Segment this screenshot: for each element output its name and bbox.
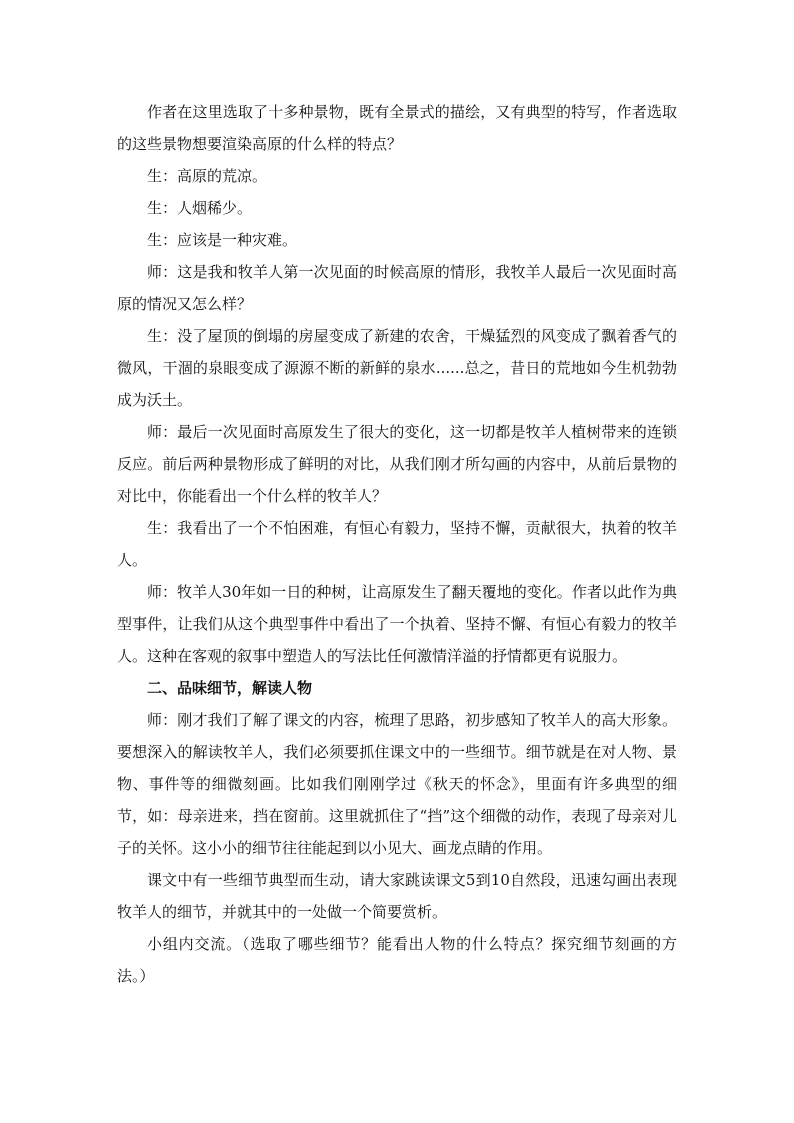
paragraph-teacher-summary: 师：牧羊人30年如一日的种树，让高原发生了翻天覆地的变化。作者以此作为典型事件，让我们从这个典型事件中看出了一个执着、坚持不懈、有恒心有毅力的牧羊人。这种在客观的叙事中塑造人的写法比任何激情洋溢的抒情都更有说服力。 bbox=[117, 583, 677, 665]
paragraph-group-discussion: 小组内交流。（选取了哪些细节？能看出人物的什么特点？探究细节刻画的方法。） bbox=[117, 935, 677, 985]
paragraph-task-instruction: 课文中有一些细节典型而生动，请大家跳读课文5到10自然段，迅速勾画出表现牧羊人的细节，并就其中的一处做一个简要赏析。 bbox=[117, 871, 677, 921]
section-heading: 二、品味细节，解读人物 bbox=[147, 679, 313, 697]
paragraph-teacher-details: 师：刚才我们了解了课文的内容，梳理了思路，初步感知了牧羊人的高大形象。要想深入的解读牧羊人，我们必须要抓住课文中的一些细节。细节就是在对人物、景物、事件等的细微刻画。比如我们刚刚学过《秋天的怀念》，里面有许多典型的细节，如：母亲进来，挡在窗前。这里就抓住了“挡”这个细微的动作，表现了母亲对儿子的关怀。这小小的细节往往能起到以小见大、画龙点睛的作用。 bbox=[117, 711, 677, 857]
paragraph-student-answer-3: 生：应该是一种灾难。 bbox=[147, 231, 298, 249]
document-body bbox=[117, 96, 677, 992]
paragraph-student-answer-2: 生：人烟稀少。 bbox=[147, 199, 253, 217]
paragraph-student-answer-5: 生：我看出了一个不怕困难，有恒心有毅力，坚持不懈，贡献很大，执着的牧羊人。 bbox=[117, 519, 677, 569]
paragraph-teacher-question-2: 师：最后一次见面时高原发生了很大的变化，这一切都是牧羊人植树带来的连锁反应。前后两种景物形成了鲜明的对比，从我们刚才所勾画的内容中，从前后景物的对比中，你能看出一个什么样的牧羊人？ bbox=[117, 423, 677, 505]
paragraph-teacher-question-1: 师：这是我和牧羊人第一次见面的时候高原的情形，我牧羊人最后一次见面时高原的情况又怎么样？ bbox=[117, 263, 677, 313]
paragraph-student-answer-1: 生：高原的荒凉。 bbox=[147, 167, 268, 185]
paragraph-student-answer-4: 生：没了屋顶的倒塌的房屋变成了新建的农舍，干燥猛烈的风变成了飘着香气的微风，干涸的泉眼变成了源源不断的新鲜的泉水......总之，昔日的荒地如今生机勃勃成为沃土。 bbox=[117, 327, 677, 409]
paragraph-question-intro: 作者在这里选取了十多种景物，既有全景式的描绘，又有典型的特写，作者选取的这些景物想要渲染高原的什么样的特点？ bbox=[117, 103, 677, 153]
